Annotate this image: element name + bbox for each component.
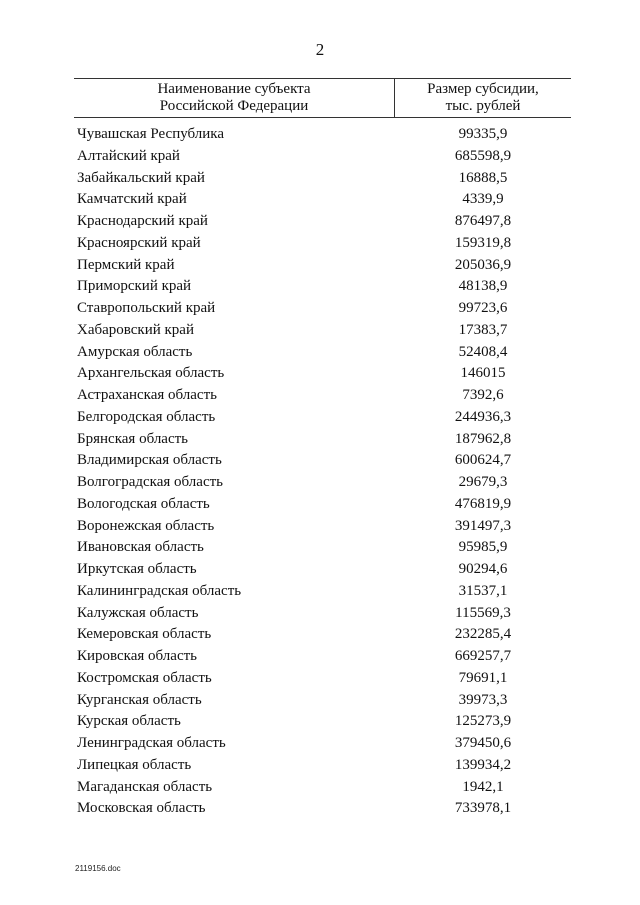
region-name: Калининградская область (77, 582, 242, 599)
subsidy-value: 476819,9 (454, 495, 512, 512)
subsidy-value: 733978,1 (454, 800, 512, 817)
table-row (0, 298, 640, 320)
subsidy-value: 379450,6 (454, 735, 512, 751)
region-name: Кировская область (77, 648, 198, 664)
region-name: Владимирская область (77, 452, 222, 469)
table-body (0, 124, 640, 820)
region-name: Воронежская область (77, 517, 215, 534)
header-subsidy-amount-line1: Размер субсидии, (427, 81, 539, 97)
table-row (0, 603, 640, 625)
region-name: Вологодская область (77, 495, 210, 512)
region-name: Волгоградская область (77, 474, 223, 490)
table-row (0, 146, 640, 168)
region-name: Забайкальский край (77, 169, 205, 186)
table-row (0, 342, 640, 364)
table-row (0, 646, 640, 668)
subsidy-value: 48138,9 (458, 278, 508, 295)
subsidy-value: 159319,8 (454, 234, 512, 251)
region-name: Краснодарский край (77, 213, 208, 229)
table-row (0, 407, 640, 429)
region-name: Камчатский край (77, 191, 187, 208)
table-row (0, 450, 640, 472)
table-row (0, 516, 640, 538)
region-name: Иркутская область (77, 561, 197, 577)
table-row (0, 233, 640, 255)
region-name: Амурская область (77, 343, 193, 360)
table-row (0, 581, 640, 603)
header-region-name (74, 81, 394, 115)
region-name: Ленинградская область (77, 735, 226, 751)
table-row (0, 777, 640, 799)
table-row (0, 690, 640, 712)
region-name: Ставропольский край (77, 300, 216, 316)
table-row (0, 320, 640, 342)
region-name: Хабаровский край (77, 321, 194, 338)
subsidy-value: 244936,3 (454, 408, 512, 425)
region-name: Брянская область (77, 430, 189, 447)
subsidy-value: 31537,1 (458, 582, 508, 599)
table-header (74, 78, 571, 118)
region-name: Ивановская область (77, 539, 204, 556)
subsidy-value: 669257,7 (454, 648, 512, 664)
subsidy-value: 685598,9 (454, 147, 512, 164)
table-row (0, 429, 640, 451)
document-filename: 2119156.doc (75, 864, 121, 873)
table-row (0, 537, 640, 559)
table-row (0, 711, 640, 733)
region-name: Курганская область (77, 691, 202, 708)
subsidy-value: 232285,4 (454, 626, 512, 643)
subsidy-value: 79691,1 (458, 669, 508, 686)
header-subsidy-amount-line2: тыс. рублей (445, 98, 521, 114)
region-name: Костромская область (77, 669, 212, 686)
region-name: Приморский край (77, 278, 192, 295)
subsidy-value: 7392,6 (462, 387, 504, 403)
table-row (0, 385, 640, 407)
subsidy-value: 99723,6 (458, 300, 508, 316)
table-row (0, 494, 640, 516)
table-row (0, 624, 640, 646)
table-row (0, 733, 640, 755)
table-row (0, 668, 640, 690)
table-row (0, 255, 640, 277)
region-name: Калужская область (77, 604, 199, 621)
header-region-name-line2: Российской Федерации (159, 98, 309, 114)
subsidy-value: 125273,9 (454, 713, 512, 730)
subsidy-value: 16888,5 (458, 169, 508, 186)
region-name: Пермский край (77, 256, 175, 273)
subsidy-value: 139934,2 (454, 756, 512, 773)
subsidy-value: 17383,7 (458, 321, 508, 338)
region-name: Белгородская область (77, 408, 216, 425)
subsidy-value: 391497,3 (454, 517, 512, 534)
region-name: Алтайский край (77, 147, 180, 164)
subsidy-value: 1942,1 (462, 778, 504, 795)
region-name: Чувашская Республика (77, 126, 225, 142)
table-row (0, 755, 640, 777)
subsidy-value: 29679,3 (458, 474, 508, 490)
table-row (0, 472, 640, 494)
region-name: Красноярский край (77, 234, 201, 251)
region-name: Астраханская область (77, 387, 217, 403)
subsidy-value: 187962,8 (454, 430, 512, 447)
subsidy-value: 600624,7 (454, 452, 512, 469)
subsidy-value: 90294,6 (458, 561, 508, 577)
table-row (0, 559, 640, 581)
region-name: Кемеровская область (77, 626, 212, 643)
header-subsidy-amount (395, 81, 571, 115)
region-name: Архангельская область (77, 365, 225, 382)
subsidy-value: 115569,3 (455, 604, 511, 621)
subsidy-value: 146015 (460, 365, 506, 382)
table-row (0, 798, 640, 820)
region-name: Московская область (77, 800, 206, 817)
region-name: Магаданская область (77, 778, 213, 795)
table-row (0, 168, 640, 190)
subsidy-value: 39973,3 (458, 691, 508, 708)
table-row (0, 276, 640, 298)
region-name: Липецкая область (77, 756, 192, 773)
subsidy-value: 95985,9 (458, 539, 508, 556)
table-row (0, 189, 640, 211)
header-region-name-line1: Наименование субъекта (157, 81, 311, 97)
page-number: 2 (315, 40, 325, 59)
subsidy-value: 876497,8 (454, 213, 512, 229)
subsidy-value: 4339,9 (462, 191, 504, 208)
table-row (0, 211, 640, 233)
subsidy-value: 52408,4 (458, 343, 508, 360)
region-name: Курская область (77, 713, 181, 730)
subsidy-value: 205036,9 (454, 256, 512, 273)
table-row (0, 124, 640, 146)
table-row (0, 363, 640, 385)
subsidy-value: 99335,9 (458, 126, 508, 142)
